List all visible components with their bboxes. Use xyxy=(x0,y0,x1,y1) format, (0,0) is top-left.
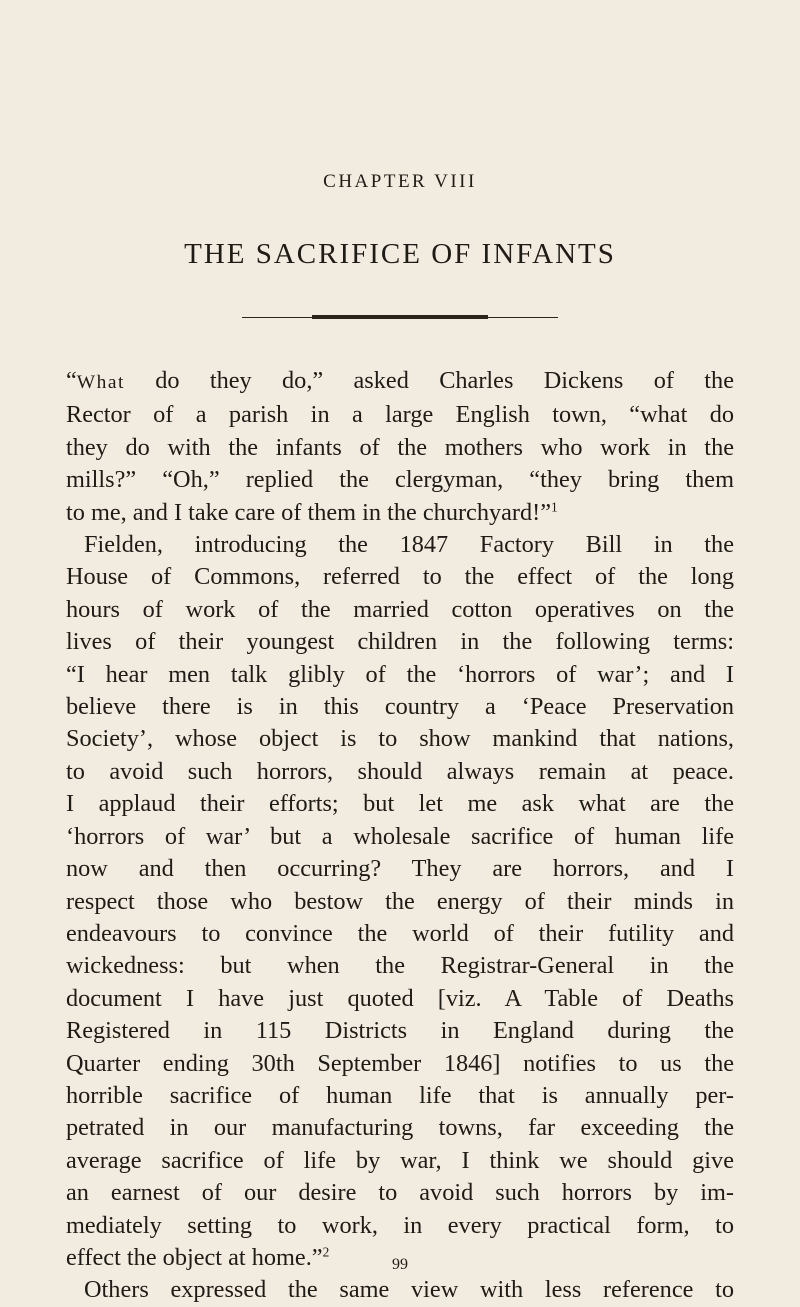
text-line: an earnest of our desire to avoid such horrors by im- xyxy=(66,1179,734,1207)
text-line: I applaud their efforts; but let me ask what are the xyxy=(66,790,734,818)
text-line: lives of their youngest children in the following terms: xyxy=(66,628,734,656)
title-rule-thick-center xyxy=(312,315,488,319)
chapter-label: CHAPTER VIII xyxy=(323,171,477,192)
text-line: Rector of a parish in a large English town, “what do xyxy=(66,401,734,429)
text-line xyxy=(66,365,734,399)
text-line: Registered in 115 Districts in England during the xyxy=(66,1017,734,1045)
text-line: Society’, whose object is to show mankind that nations, xyxy=(66,725,734,753)
text-line: average sacrifice of life by war, I think we should give xyxy=(66,1146,734,1174)
opening-quote: “ xyxy=(66,367,77,394)
opening-word-smallcaps: What xyxy=(76,372,125,393)
text-line: mills?” “Oh,” replied the clergyman, “they bring them xyxy=(66,466,734,494)
footnote-reference: 2 xyxy=(322,1244,330,1260)
text-line: horrible sacrifice of human life that is annually per- xyxy=(66,1081,734,1109)
text-line: respect those who bestow the energy of their minds in xyxy=(66,887,734,915)
text-line: they do with the infants of the mothers who work in the xyxy=(66,433,734,461)
text-line: believe there is in this country a ‘Peace Preservation xyxy=(66,693,734,721)
page-number: 99 xyxy=(392,1256,408,1273)
text-line: ‘horrors of war’ but a wholesale sacrifice of human life xyxy=(66,822,734,850)
line-text: to me, and I take care of them in the churchyard!” xyxy=(66,498,552,526)
text-line: hours of work of the married cotton operatives on the xyxy=(66,595,734,623)
text-line: wickedness: but when the Registrar-General in the xyxy=(66,952,734,980)
text-line: document I have just quoted [viz. A Table of Deaths xyxy=(66,984,734,1012)
text-line: House of Commons, referred to the effect of the long xyxy=(66,563,734,591)
text-line: to avoid such horrors, should always remain at peace. xyxy=(66,757,734,785)
body-text xyxy=(66,365,734,1307)
text-line: “I hear men talk glibly of the ‘horrors of war’; and I xyxy=(66,660,734,688)
text-line xyxy=(66,497,734,529)
text-line: Fielden, introducing the 1847 Factory Bill in the xyxy=(84,531,734,559)
chapter-title: THE SACRIFICE OF INFANTS xyxy=(184,238,616,270)
text-line: mediately setting to work, in every practical form, to xyxy=(66,1211,734,1239)
line-text: do they do,” asked Charles Dickens of the xyxy=(124,367,734,394)
text-line: now and then occurring? They are horrors, and I xyxy=(66,855,734,883)
text-line: endeavours to convince the world of their futility and xyxy=(66,919,734,947)
text-line: Others expressed the same view with less reference to xyxy=(84,1276,734,1304)
line-text: effect the object at home.” xyxy=(66,1243,323,1271)
footnote-reference: 1 xyxy=(551,498,558,514)
text-line: petrated in our manufacturing towns, far exceeding the xyxy=(66,1114,734,1142)
text-line: Quarter ending 30th September 1846] notifies to us the xyxy=(66,1049,734,1077)
